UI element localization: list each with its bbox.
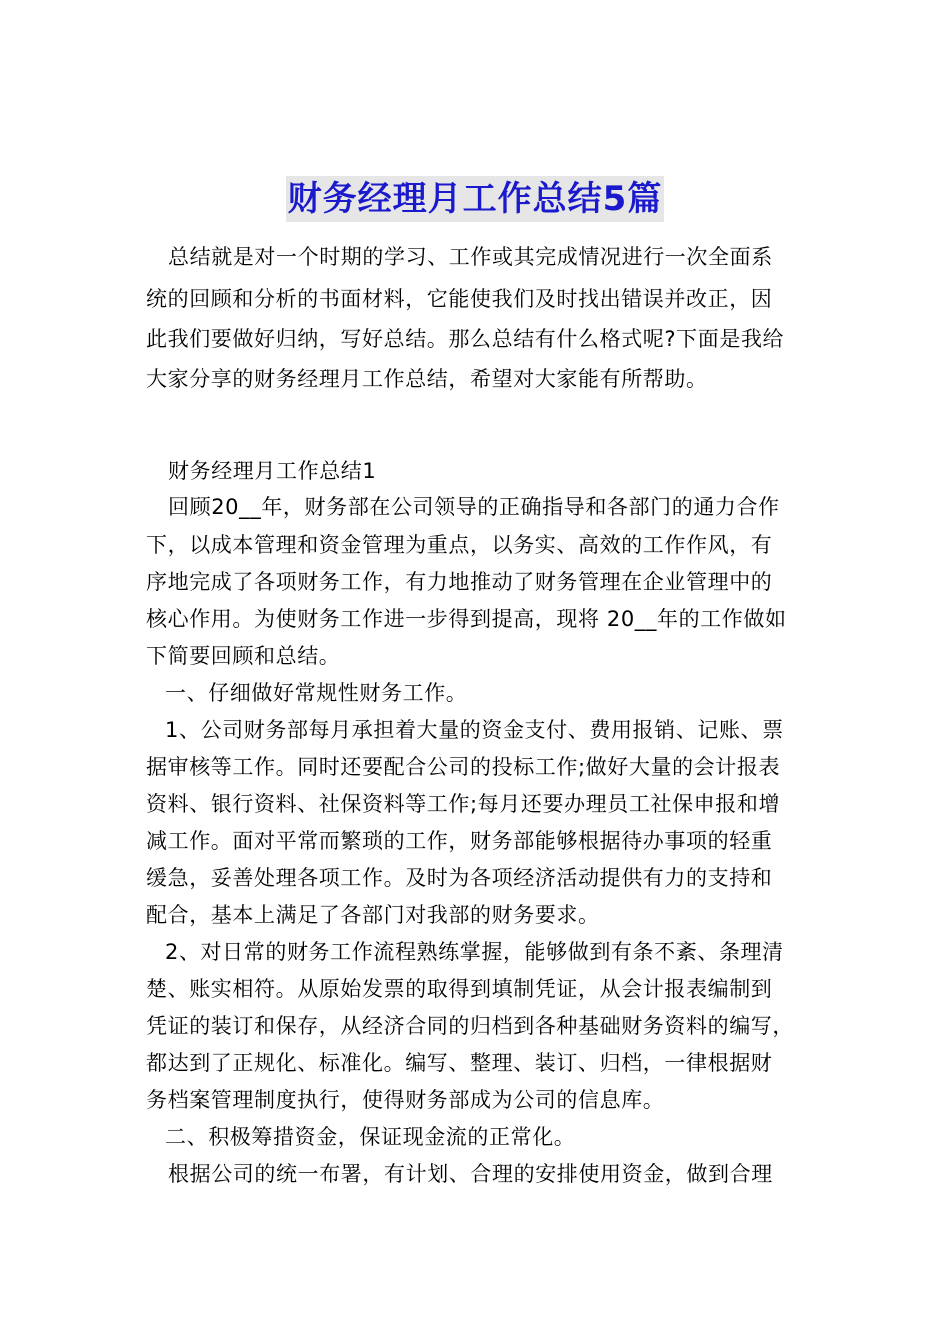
intro-line: 统的回顾和分析的书面材料，它能使我们及时找出错误并改正，因 [146, 287, 773, 311]
section-heading: 财务经理月工作总结1 [168, 459, 377, 483]
body-line: 二、积极筹措资金，保证现金流的正常化。 [165, 1125, 576, 1149]
intro-line: 大家分享的财务经理月工作总结，希望对大家能有所帮助。 [146, 367, 708, 391]
body-line: 楚、账实相符。从原始发票的取得到填制凭证，从会计报表编制到 [146, 977, 773, 1001]
body-line: 根据公司的统一布署，有计划、合理的安排使用资金，做到合理 [168, 1162, 773, 1186]
body-line: 资料、银行资料、社保资料等工作;每月还要办理员工社保申报和增 [146, 792, 781, 816]
body-line: 配合，基本上满足了各部门对我部的财务要求。 [146, 903, 600, 927]
document-title-wrapper [0, 176, 950, 224]
body-line: 凭证的装订和保存，从经济合同的归档到各种基础财务资料的编写， [146, 1014, 794, 1038]
body-line: 据审核等工作。同时还要配合公司的投标工作;做好大量的会计报表 [146, 755, 781, 779]
body-line: 序地完成了各项财务工作，有力地推动了财务管理在企业管理中的 [146, 570, 773, 594]
body-line: 2、对日常的财务工作流程熟练掌握，能够做到有条不紊、条理清 [165, 940, 784, 964]
body-line: 核心作用。为使财务工作进一步得到提高，现将 20__年的工作做如 [146, 607, 787, 631]
body-line: 下，以成本管理和资金管理为重点，以务实、高效的工作作风，有 [146, 533, 773, 557]
document-title: 财务经理月工作总结5篇 [286, 176, 665, 222]
body-line: 1、公司财务部每月承担着大量的资金支付、费用报销、记账、票 [165, 718, 784, 742]
body-line: 缓急，妥善处理各项工作。及时为各项经济活动提供有力的支持和 [146, 866, 773, 890]
intro-line: 此我们要做好归纳，写好总结。那么总结有什么格式呢?下面是我给 [146, 327, 785, 351]
intro-line: 总结就是对一个时期的学习、工作或其完成情况进行一次全面系 [168, 245, 773, 269]
body-line: 下简要回顾和总结。 [146, 644, 341, 668]
body-line: 减工作。面对平常而繁琐的工作，财务部能够根据待办事项的轻重 [146, 829, 773, 853]
body-line: 都达到了正规化、标准化。编写、整理、装订、归档，一律根据财 [146, 1051, 773, 1075]
body-line: 一、仔细做好常规性财务工作。 [165, 681, 468, 705]
body-line: 务档案管理制度执行，使得财务部成为公司的信息库。 [146, 1088, 665, 1112]
body-line: 回顾20__年，财务部在公司领导的正确指导和各部门的通力合作 [168, 495, 780, 519]
